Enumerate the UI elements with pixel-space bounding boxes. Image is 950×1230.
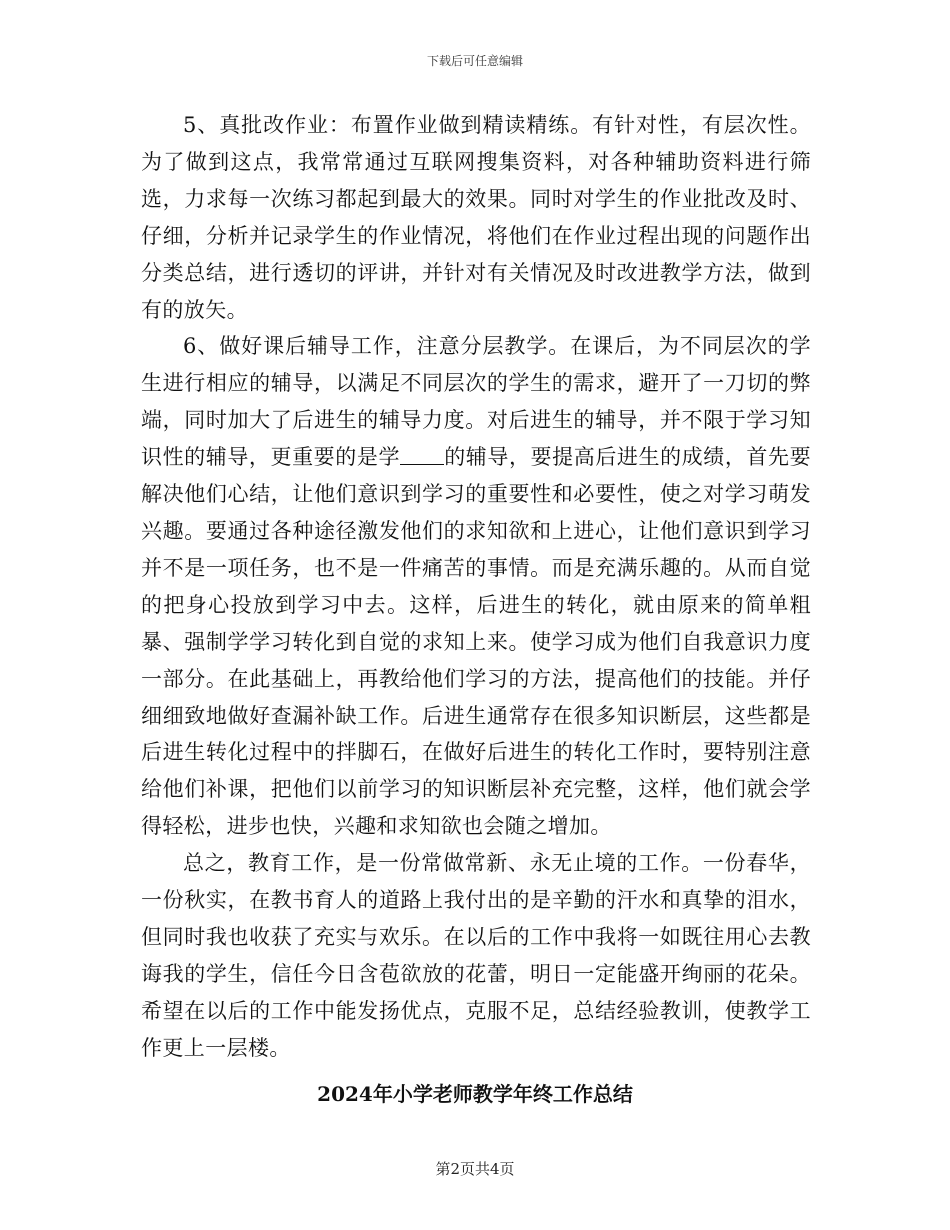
document-body xyxy=(141,107,811,1067)
page-footer: 第2页共4页 xyxy=(435,1160,515,1178)
paragraph-text: 的辅导，要提高后进生的成绩，首先要解决他们心结，让他们意识到学习的重要性和必要性，使之对学习萌发兴趣。要通过各种途径激发他们的求知欲和上进心，让他们意识到学习并不是一项任务，也不是一件痛苦的事情。而是充满乐趣的。从而自觉的把身心投放到学习中去。这样，后进生的转化，就由原来的简单粗暴、强制学学习转化到自觉的求知上来。使学习成为他们自我意识力度一部分。在此基础上，再教给他们学习的方法，提高他们的技能。并仔细细致地做好查漏补缺工作。后进生通常存在很多知识断层，这些都是后进生转化过程中的拌脚石，在做好后进生的转化工作时，要特别注意给他们补课，把他们以前学习的知识断层补充完整，这样，他们就会学得轻松，进步也快，兴趣和求知欲也会随之增加。 xyxy=(141,445,811,839)
paragraph-summary: 总之，教育工作，是一份常做常新、永无止境的工作。一份春华，一份秋实，在教书育人的道路上我付出的是辛勤的汗水和真挚的泪水，但同时我也收获了充实与欢乐。在以后的工作中我将一如既往用心去教诲我的学生，信任今日含苞欲放的花蕾，明日一定能盛开绚丽的花朵。希望在以后的工作中能发扬优点，克服不足，总结经验教训，使教学工作更上一层楼。 xyxy=(141,851,811,1060)
paragraph-item-5: 5、真批改作业：布置作业做到精读精练。有针对性，有层次性。为了做到这点，我常常通过互联网搜集资料，对各种辅助资料进行筛选，力求每一次练习都起到最大的效果。同时对学生的作业批改及时、仔细，分析并记录学生的作业情况，将他们在作业过程出现的问题作出分类总结，进行透切的评讲，并针对有关情况及时改进教学方法，做到有的放矢。 xyxy=(141,113,811,322)
section-title: 2024年小学老师教学年终工作总结 xyxy=(317,1082,633,1106)
fill-blank xyxy=(400,446,444,465)
paragraph-item-6 xyxy=(141,328,811,845)
page-header: 下载后可任意编辑 xyxy=(426,54,523,68)
paragraph-text: 6、做好课后辅导工作，注意分层教学。在课后，为不同层次的学生进行相应的辅导，以满足不同层次的学生的需求，避开了一刀切的弊端，同时加大了后进生的辅导力度。对后进生的辅导，并不限于学习知识性的辅导，更重要的是学 xyxy=(141,334,811,470)
